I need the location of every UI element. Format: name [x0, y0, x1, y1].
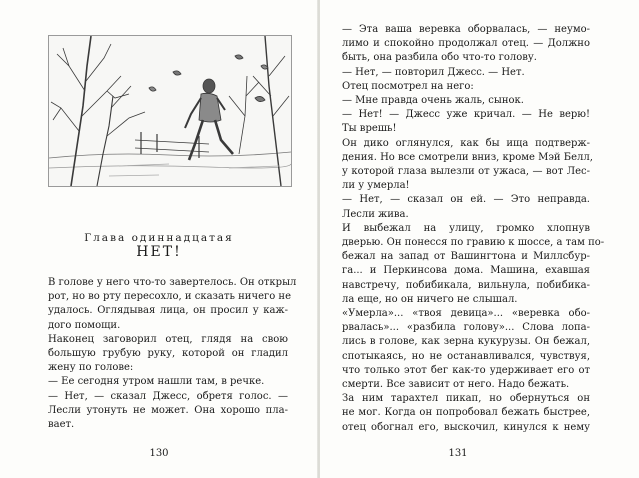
text-line: «Умерла»... «твоя девица»... «веревка обо- [342, 308, 590, 320]
text-line: И выбежал на улицу, громко хлопнув [342, 222, 590, 234]
page-number: 130 [149, 448, 169, 459]
text-line: Лесли утонуть не может. Она хорошо пла- [48, 404, 288, 416]
left-page-text [48, 276, 297, 432]
text-line: Ты врешь! [342, 123, 397, 135]
text-line: удалось. Оглядывая лица, он просил у каж- [48, 305, 288, 317]
text-line: рот, но во рту пересохло, и сказать ничего не [48, 291, 292, 303]
text-line: — Нет, — сказал Джесс, обретя голос. — [48, 390, 288, 402]
right-page [320, 0, 639, 478]
text-line: — Нет, — сказал он ей. — Это неправда. [342, 194, 590, 206]
text-line: ла еще, но он ничего не слышал. [342, 293, 518, 305]
left-page [0, 0, 318, 478]
text-line: смерти. Все зависит от него. Надо бежать. [342, 379, 570, 391]
text-line: что только этот бег как-то удерживает его от [342, 364, 590, 376]
text-line: За ним тарахтел пикап, но обернуться он [342, 393, 590, 405]
text-line: — Ее сегодня утром нашли там, в речке. [48, 376, 265, 388]
running-boy-sketch [49, 36, 291, 186]
text-line: дверью. Он понесся по гравию к шоссе, а там по- [342, 237, 605, 249]
text-line: дого помощи. [48, 319, 121, 331]
text-line: отец обогнал его, выскочил, кинулся к нему [342, 421, 590, 433]
text-line: рвалась»... «разбила голову»... Слова лопа- [342, 322, 590, 334]
text-line: Наконец заговорил отец, глядя на свою [48, 333, 288, 345]
text-line: большую грубую руку, которой он гладил [48, 348, 288, 360]
text-line: га... и Перкинсова дома. Машина, ехавшая [342, 265, 590, 277]
text-line: у которой глаза вылезли от ужаса, — вот Лес- [342, 166, 590, 178]
text-line: жену по голове: [48, 362, 134, 374]
text-line: быть, она разбила обо что-то голову. [342, 52, 537, 64]
text-line: дения. Но все смотрели вниз, кроме Мэй Белл, [342, 151, 593, 163]
right-page-text [342, 23, 605, 435]
text-line: не мог. Когда он попробовал бежать быстрее, [342, 407, 590, 419]
chapter-illustration [48, 35, 292, 187]
text-line: навстречу, побибикала, вильнула, побибика- [342, 279, 590, 291]
text-line: В голове у него что-то завертелось. Он открыл [48, 277, 297, 288]
text-line: спотыкаясь, но не останавливался, чувствуя, [342, 350, 590, 362]
chapter-title: НЕТ! [136, 244, 182, 260]
text-line: Он дико оглянулся, как бы ища подтверж- [342, 137, 590, 149]
text-line: — Мне правда очень жаль, сынок. [342, 95, 524, 107]
text-line: — Нет, — повторил Джесс. — Нет. [342, 66, 525, 78]
text-line: Лесли жива. [342, 208, 409, 220]
text-line: — Нет! — Джесс уже кричал. — Не верю! [342, 109, 590, 121]
text-line: вает. [48, 419, 75, 431]
text-line: бежал на запад от Вашингтона и Миллсбур- [342, 251, 590, 263]
text-line: лимо и спокойно продолжал отец. — Должно [342, 38, 590, 50]
chapter-label: Глава одиннадцатая [84, 232, 234, 244]
text-line: ли у умерла! [342, 180, 410, 192]
text-line: Отец посмотрел на него: [342, 80, 474, 92]
page-number: 131 [448, 448, 468, 459]
text-line: — Эта ваша веревка оборвалась, — неумо- [342, 24, 590, 35]
text-line: лись в голове, как зерна кукурузы. Он бежал, [342, 336, 590, 348]
